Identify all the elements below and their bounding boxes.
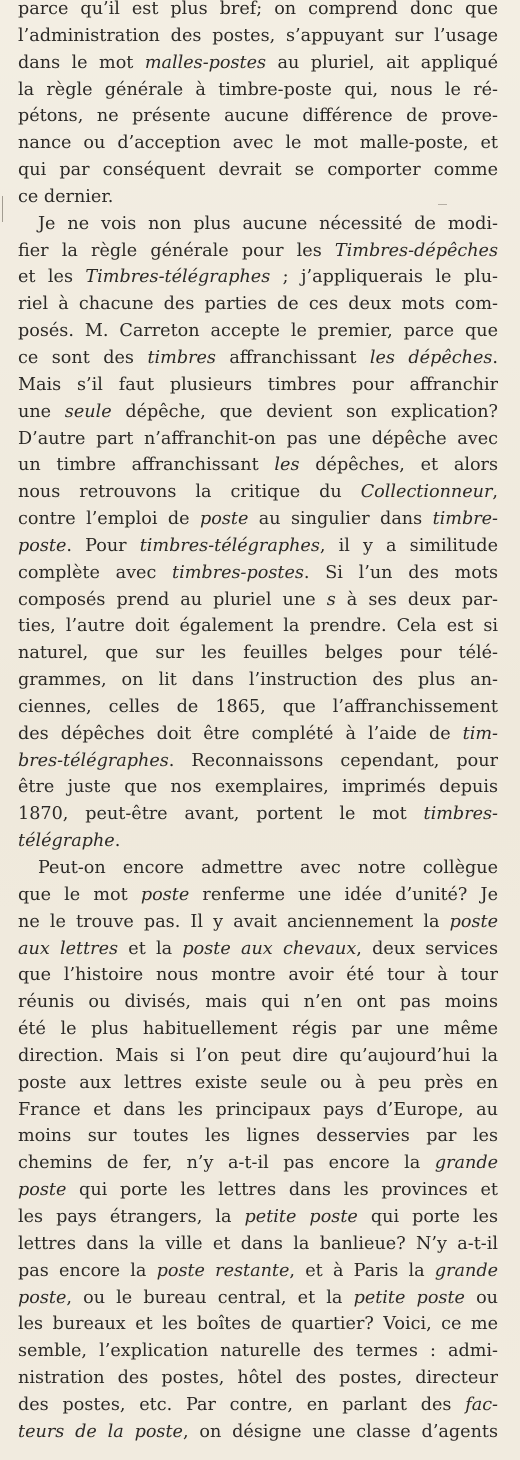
- text-line: la règle générale à timbre-poste qui, nous le ré-: [18, 79, 498, 100]
- text-line: France et dans les principaux pays d’Europe, au: [18, 1099, 498, 1120]
- text-line: riel à chacune des parties de ces deux mots com-: [18, 294, 498, 315]
- text-line: qui par conséquent devrait se comporter comme: [18, 160, 498, 181]
- text-line: D’autre part n’affranchit-on pas une dépêche avec: [18, 428, 498, 449]
- text-line: que le mot poste renferme une idée d’unité? Je: [18, 884, 498, 905]
- text-line: les pays étrangers, la petite poste qui porte les: [18, 1206, 498, 1227]
- text-line: que l’histoire nous montre avoir été tour à tour: [18, 965, 498, 986]
- text-line: été le plus habituellement régis par une même: [18, 1019, 498, 1040]
- text-line: des dépêches doit être complété à l’aide de tim-: [18, 723, 498, 744]
- text-line: nistration des postes, hôtel des postes, directeur: [18, 1368, 498, 1389]
- text-line: pétons, ne présente aucune différence de prove-: [18, 106, 498, 127]
- text-line: posés. M. Carreton accepte le premier, parce que: [18, 321, 498, 342]
- text-line: ce dernier.: [18, 186, 114, 207]
- text-line: ciennes, celles de 1865, que l’affranchissement: [18, 696, 498, 717]
- text-line: ne le trouve pas. Il y avait anciennement la poste: [18, 911, 498, 932]
- text-line: bres-télégraphes. Reconnaissons cependant, pour: [18, 750, 498, 771]
- text-line: teurs de la poste, on désigne une classe d’agents: [18, 1421, 498, 1442]
- text-column: [18, 0, 498, 1446]
- text-line: 1870, peut-être avant, portent le mot timbres-: [18, 804, 498, 825]
- text-line: Mais s’il faut plusieurs timbres pour affranchir: [18, 374, 498, 395]
- margin-mark: [2, 196, 3, 222]
- text-line: naturel, que sur les feuilles belges pour télé-: [18, 643, 498, 664]
- text-line: composés prend au pluriel une s à ses deux par-: [18, 589, 498, 610]
- text-line: poste. Pour timbres-télégraphes, il y a similitude: [18, 535, 498, 556]
- text-line: lettres dans la ville et dans la banlieue? N’y a-t-il: [18, 1233, 498, 1254]
- text-line: semble, l’explication naturelle des termes : admi-: [18, 1341, 498, 1362]
- text-line: une seule dépêche, que devient son explication?: [18, 401, 498, 422]
- text-line: direction. Mais si l’on peut dire qu’aujourd’hui la: [18, 1045, 498, 1066]
- text-line: poste, ou le bureau central, et la petite poste ou: [18, 1287, 498, 1308]
- text-line: des postes, etc. Par contre, en parlant des fac-: [18, 1394, 498, 1415]
- text-line: nous retrouvons la critique du Collectionneur,: [18, 482, 498, 503]
- text-line: poste aux lettres existe seule ou à peu près en: [18, 1072, 498, 1093]
- text-line: pas encore la poste restante, et à Paris la grande: [18, 1260, 498, 1281]
- text-line: chemins de fer, n’y a-t-il pas encore la grande: [18, 1153, 498, 1174]
- text-line: réunis ou divisés, mais qui n’en ont pas moins: [18, 992, 498, 1013]
- text-line: ties, l’autre doit également la prendre. Cela est si: [18, 616, 498, 637]
- ink-mark: [438, 204, 447, 205]
- text-line: et les Timbres-télégraphes ; j’appliquerais le plu-: [18, 267, 498, 288]
- text-line: un timbre affranchissant les dépêches, et alors: [18, 455, 498, 476]
- text-line: aux lettres et la poste aux chevaux, deux services: [18, 938, 498, 959]
- text-line: dans le mot malles-postes au pluriel, ait appliqué: [18, 52, 498, 73]
- text-line: parce qu’il est plus bref; on comprend donc que: [18, 0, 498, 19]
- text-line: grammes, on lit dans l’instruction des plus an-: [18, 670, 498, 691]
- text-line: l’administration des postes, s’appuyant sur l’usage: [18, 25, 498, 46]
- text-line: télégraphe.: [18, 831, 121, 852]
- text-line: nance ou d’acception avec le mot malle-poste, et: [18, 133, 498, 154]
- text-line: contre l’emploi de poste au singulier dans timbre-: [18, 509, 498, 530]
- text-line: moins sur toutes les lignes desservies par les: [18, 1126, 498, 1147]
- text-line: Peut-on encore admettre avec notre collègue: [38, 858, 498, 878]
- text-line: Je ne vois non plus aucune nécessité de modi-: [38, 213, 498, 234]
- text-line: fier la règle générale pour les Timbres-dépêches: [18, 240, 498, 261]
- text-line: ce sont des timbres affranchissant les dépêches.: [18, 347, 498, 368]
- text-line: être juste que nos exemplaires, imprimés depuis: [18, 777, 498, 798]
- text-line: les bureaux et les boîtes de quartier? Voici, ce me: [18, 1314, 498, 1335]
- text-line: complète avec timbres-postes. Si l’un des mots: [18, 562, 498, 583]
- text-line: poste qui porte les lettres dans les provinces et: [18, 1180, 498, 1201]
